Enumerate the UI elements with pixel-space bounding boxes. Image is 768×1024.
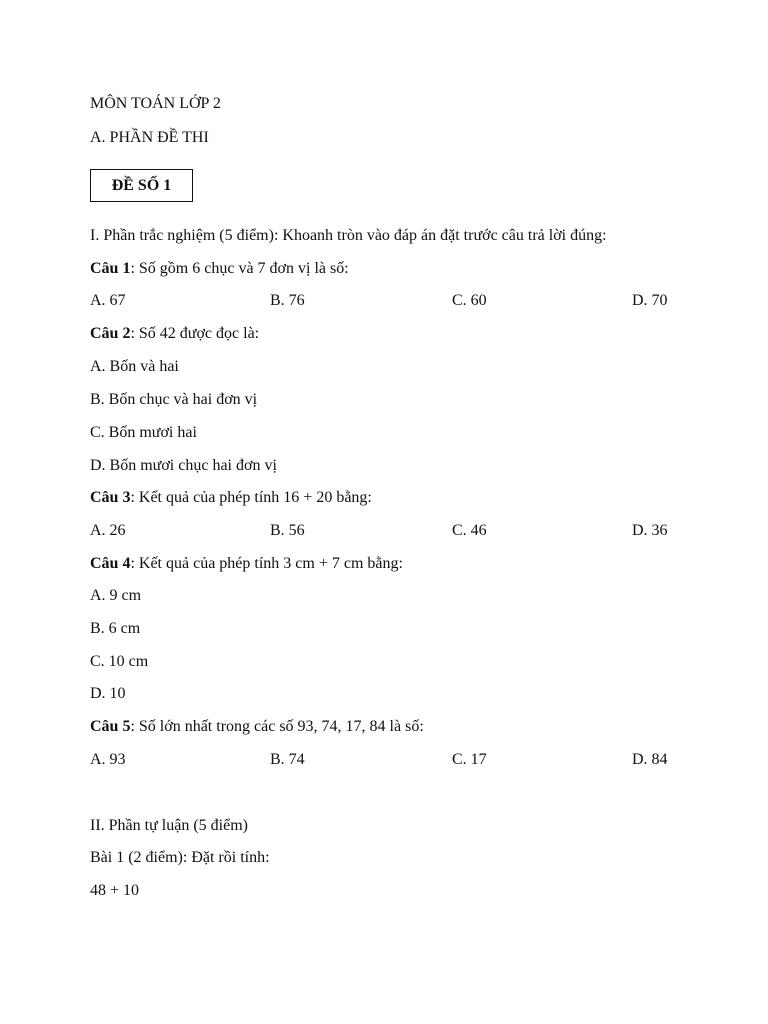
question-3-options <box>90 521 710 541</box>
question-5-option-c: C. 17 <box>452 751 487 768</box>
question-2 <box>90 324 259 344</box>
question-2-option-d: D. Bốn mươi chục hai đơn vị <box>90 457 277 474</box>
question-2-option-c: C. Bốn mươi hai <box>90 424 197 441</box>
question-5-options <box>90 750 710 770</box>
question-3-option-b: B. 56 <box>270 522 305 539</box>
question-1-text: : Số gồm 6 chục và 7 đơn vị là số: <box>130 260 349 277</box>
question-3-text: : Kết quả của phép tính 16 + 20 bằng: <box>130 489 372 506</box>
exam-title-box: ĐỀ SỐ 1 <box>90 169 193 202</box>
subject-heading: MÔN TOÁN LỚP 2 <box>90 95 221 112</box>
question-1-label: Câu 1 <box>90 260 131 277</box>
question-4-option-d: D. 10 <box>90 685 126 702</box>
question-2-option-b: B. Bốn chục và hai đơn vị <box>90 391 258 408</box>
question-4-option-a: A. 9 cm <box>90 587 142 604</box>
question-1-option-d: D. 70 <box>632 292 668 309</box>
question-2-label: Câu 2 <box>90 325 131 342</box>
exercise-1-expression: 48 + 10 <box>90 882 140 899</box>
question-3 <box>90 488 372 508</box>
question-4-option-b: B. 6 cm <box>90 620 141 637</box>
question-4-text: : Kết quả của phép tính 3 cm + 7 cm bằng: <box>130 555 403 572</box>
question-5-text: : Số lớn nhất trong các số 93, 74, 17, 84 là số: <box>130 718 424 735</box>
question-1-option-b: B. 76 <box>270 292 305 309</box>
question-4 <box>90 554 403 574</box>
question-1-option-a: A. 67 <box>90 292 126 309</box>
question-3-label: Câu 3 <box>90 489 131 506</box>
question-5-option-a: A. 93 <box>90 751 126 768</box>
question-3-option-a: A. 26 <box>90 522 126 539</box>
question-5-option-d: D. 84 <box>632 751 668 768</box>
question-1-option-c: C. 60 <box>452 292 487 309</box>
part2-heading: II. Phần tự luận (5 điểm) <box>90 817 248 834</box>
question-2-option-a: A. Bốn và hai <box>90 358 179 375</box>
section-heading: A. PHẦN ĐỀ THI <box>90 129 209 146</box>
exercise-1-heading: Bài 1 (2 điểm): Đặt rồi tính: <box>90 849 270 866</box>
question-3-option-d: D. 36 <box>632 522 668 539</box>
question-1-options <box>90 291 710 311</box>
question-4-label: Câu 4 <box>90 555 131 572</box>
question-4-option-c: C. 10 cm <box>90 653 149 670</box>
question-5 <box>90 717 424 737</box>
question-2-text: : Số 42 được đọc là: <box>130 325 260 342</box>
question-5-option-b: B. 74 <box>270 751 305 768</box>
question-5-label: Câu 5 <box>90 718 131 735</box>
question-1 <box>90 259 349 279</box>
part1-heading: I. Phần trắc nghiệm (5 điểm): Khoanh tròn vào đáp án đặt trước câu trả lời đúng: <box>90 227 607 244</box>
question-3-option-c: C. 46 <box>452 522 487 539</box>
